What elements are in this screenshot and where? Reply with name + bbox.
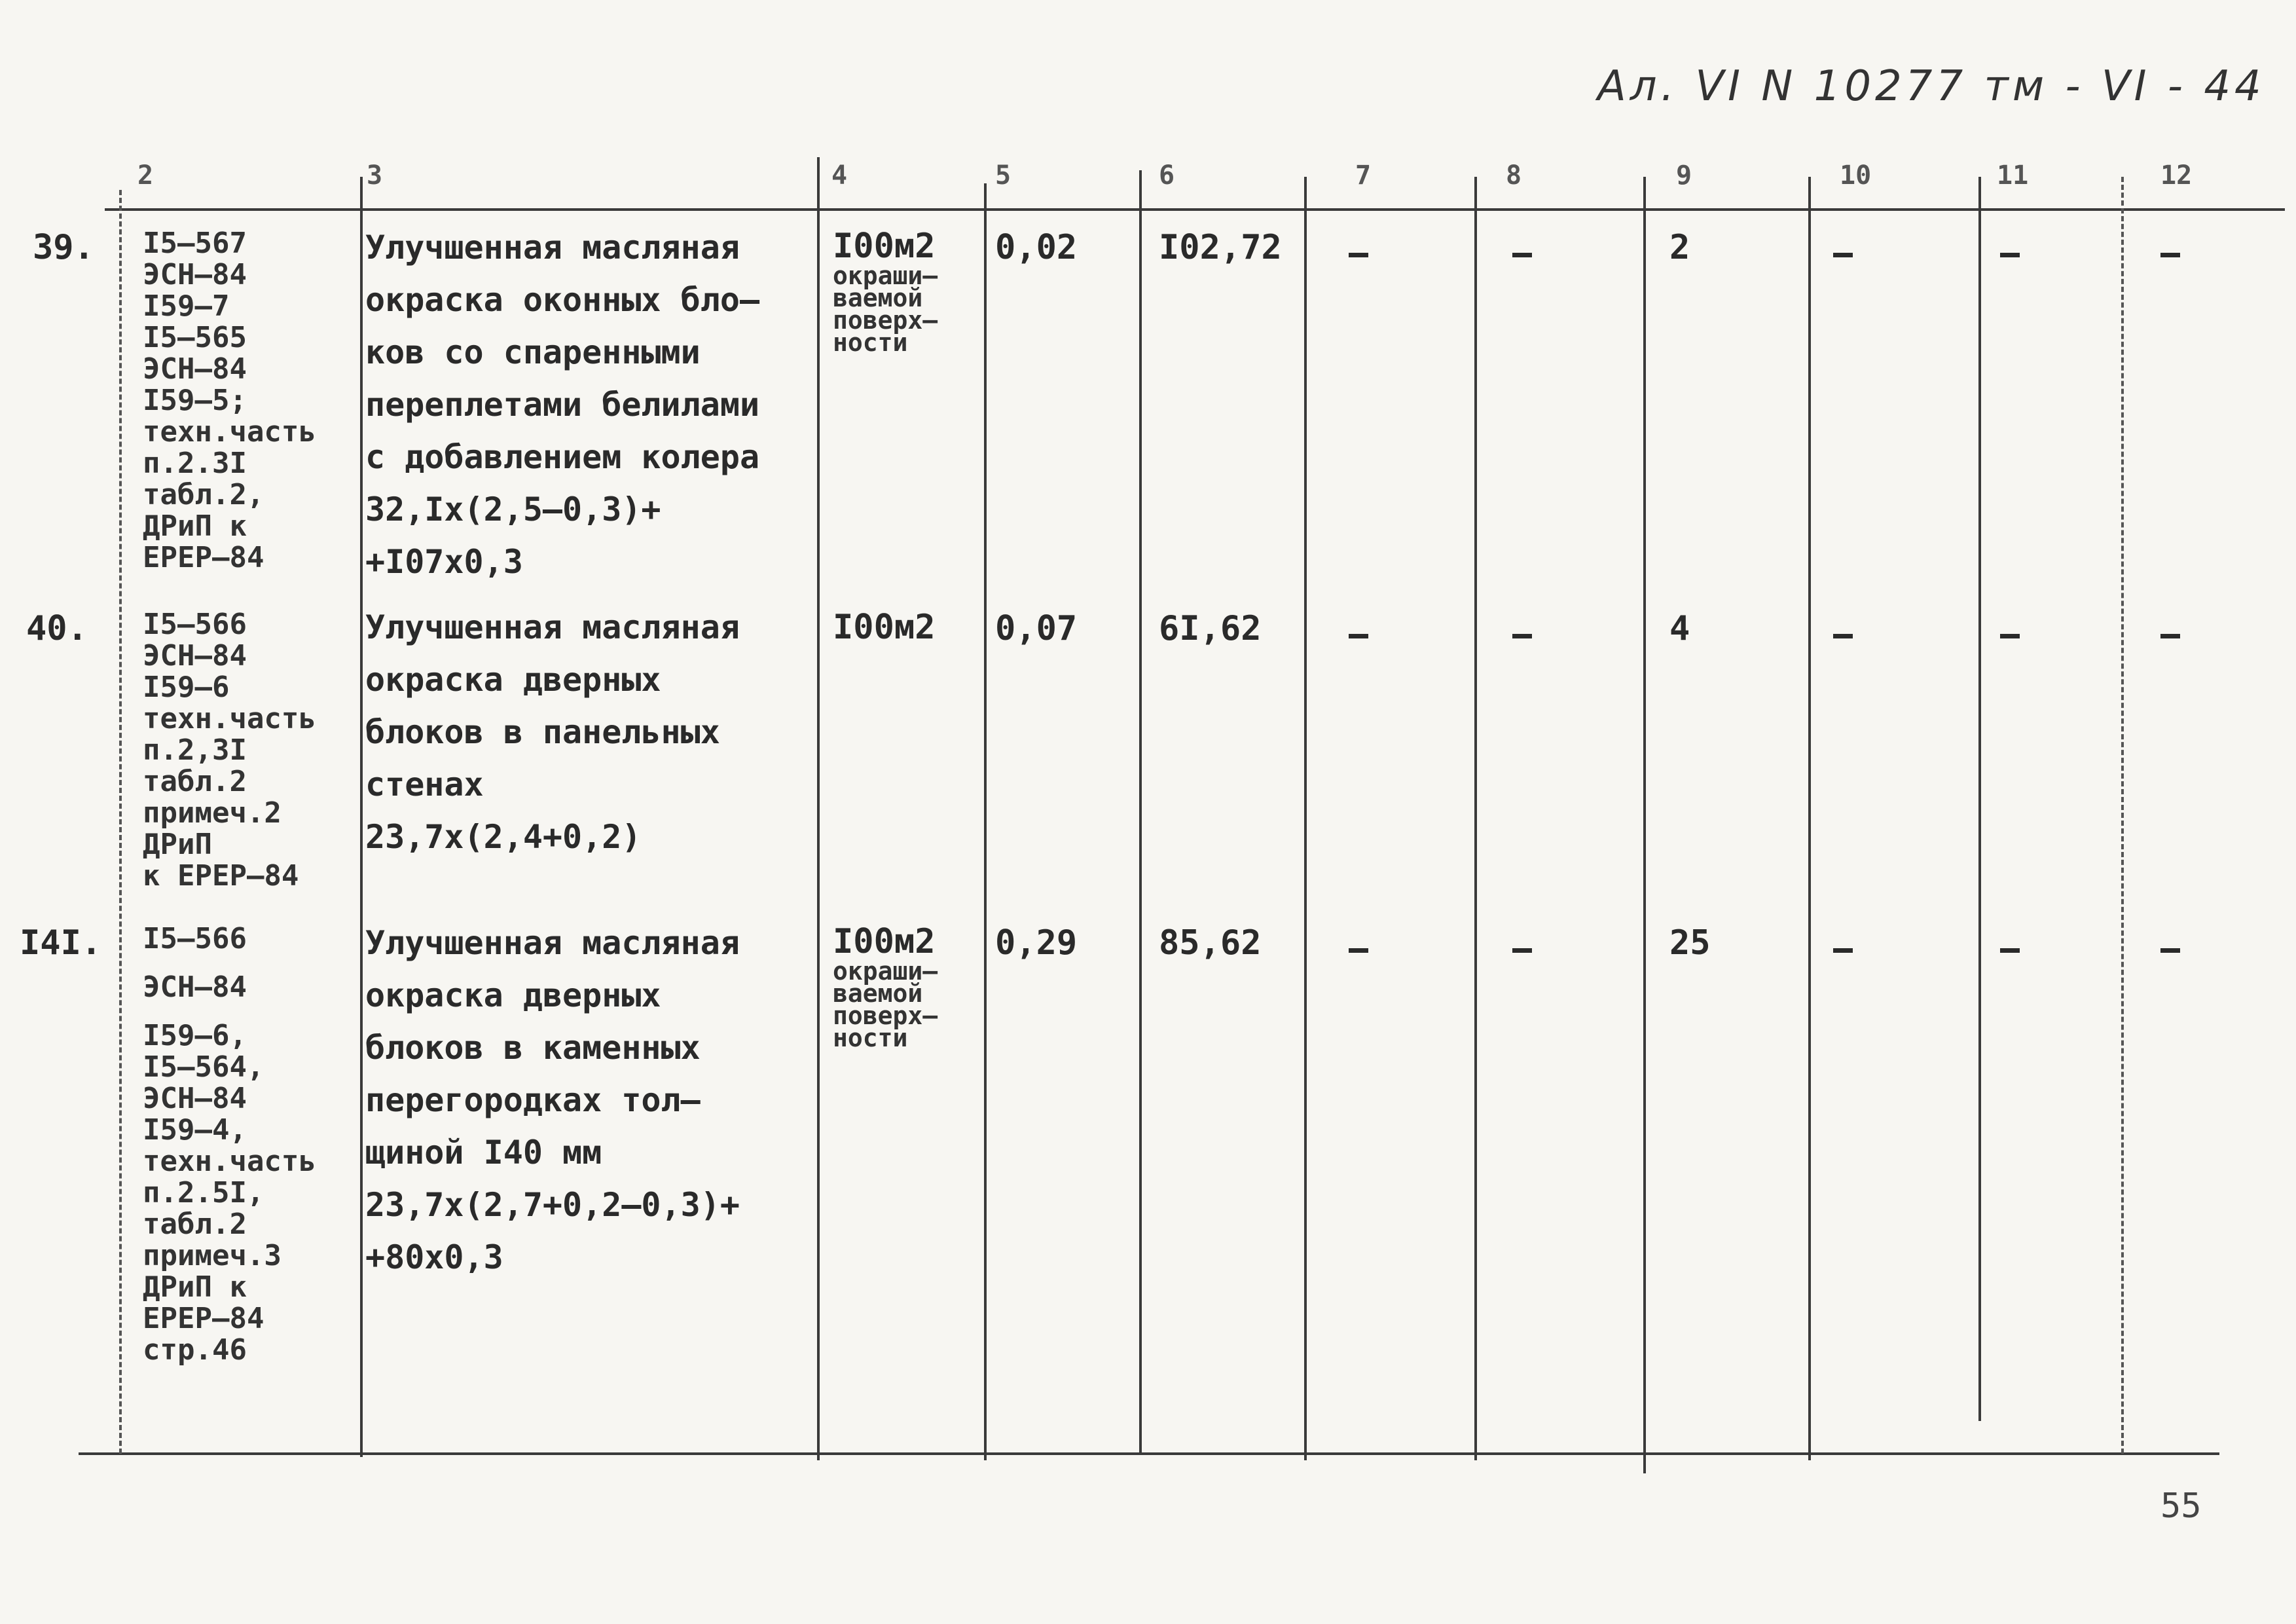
unit-cell <box>833 227 938 357</box>
dash-mark <box>2000 248 2020 260</box>
dash-mark <box>1512 248 1532 260</box>
code-line: к ЕРЕР–84 <box>143 859 299 893</box>
column-number: 5 <box>995 160 1011 191</box>
dash-mark <box>2000 943 2020 955</box>
norm-codes <box>143 923 316 1366</box>
quantity-value: 0,07 <box>995 609 1078 648</box>
column-divider <box>1978 177 1981 1421</box>
column-divider <box>1304 177 1307 1460</box>
column-number: 4 <box>831 160 848 191</box>
desc-line: 32,Iх(2,5–0,3)+ <box>365 490 661 528</box>
quantity-value: 0,02 <box>995 228 1078 267</box>
price-value: 85,62 <box>1159 923 1262 963</box>
column-divider <box>817 157 820 1460</box>
norm-codes <box>143 228 316 574</box>
code-line: ЭСН–84 <box>143 258 247 291</box>
col9-value: 25 <box>1669 923 1711 963</box>
dash-mark <box>1349 943 1368 955</box>
price-value: I02,72 <box>1159 228 1282 267</box>
column-divider <box>1474 177 1477 1460</box>
column-divider <box>360 177 363 1457</box>
code-line: I59–6, <box>143 1019 247 1052</box>
code-line: п.2,3I <box>143 733 247 767</box>
desc-line: окраска дверных <box>365 661 661 699</box>
code-line: стр.46 <box>143 1333 247 1367</box>
column-number: 9 <box>1676 160 1692 191</box>
dash-mark <box>1512 629 1532 641</box>
dash-mark <box>1349 248 1368 260</box>
desc-line: с добавлением колера <box>365 438 760 476</box>
document-reference: Ал. VI N 10277 тм - VI - 44 <box>1597 62 2265 111</box>
code-line: техн.часть <box>143 415 316 449</box>
dash-mark <box>2160 943 2180 955</box>
row-number: I4I. <box>20 923 102 963</box>
code-line: п.2.3I <box>143 447 247 480</box>
code-line: I5–566 <box>143 608 247 641</box>
desc-line: Улучшенная масляная <box>365 924 740 962</box>
header-rule <box>105 208 2285 211</box>
column-divider <box>119 190 122 1454</box>
unit-note: ности <box>833 328 908 357</box>
work-description <box>365 221 759 588</box>
unit-cell <box>833 922 938 1052</box>
code-line: ДРиП к <box>143 1270 247 1304</box>
dash-mark <box>2160 248 2180 260</box>
unit-note: ваемой <box>833 284 923 312</box>
unit-note: окраши– <box>833 261 938 290</box>
unit-value: I00м2 <box>833 922 936 961</box>
column-divider <box>1643 177 1646 1473</box>
dash-mark <box>1833 629 1853 641</box>
desc-line: окраска оконных бло– <box>365 281 760 319</box>
unit-note: ваемой <box>833 979 923 1008</box>
row-number: 39. <box>33 228 94 267</box>
code-line: ЭСН–84 <box>143 639 247 673</box>
code-line: I5–565 <box>143 321 247 354</box>
column-number: 2 <box>137 160 154 191</box>
col9-value: 4 <box>1669 609 1690 648</box>
desc-line: щиной I40 мм <box>365 1134 602 1172</box>
dash-mark <box>1833 248 1853 260</box>
code-line: ЭСН–84 <box>143 1082 247 1115</box>
code-line: I5–566 <box>143 922 247 955</box>
dash-mark <box>1833 943 1853 955</box>
norm-codes <box>143 609 316 892</box>
bottom-rule <box>79 1452 2219 1455</box>
column-number: 10 <box>1840 160 1872 191</box>
column-number: 7 <box>1355 160 1372 191</box>
desc-line: перегородках тол– <box>365 1081 701 1119</box>
column-number: 6 <box>1159 160 1175 191</box>
code-line: I59–6 <box>143 671 230 704</box>
work-description <box>365 917 740 1283</box>
desc-line: блоков в панельных <box>365 713 720 751</box>
column-number: 12 <box>2160 160 2193 191</box>
desc-line: Улучшенная масляная <box>365 608 740 646</box>
desc-line: стенах <box>365 766 484 803</box>
column-divider <box>984 183 987 1460</box>
code-line: I59–4, <box>143 1113 247 1147</box>
column-number: 3 <box>367 160 383 191</box>
column-divider <box>1808 177 1811 1460</box>
desc-line: блоков в каменных <box>365 1029 701 1067</box>
corner-mark: 55 <box>2160 1486 2202 1526</box>
desc-line: Улучшенная масляная <box>365 229 740 267</box>
code-line: примеч.2 <box>143 796 282 830</box>
work-description <box>365 601 740 863</box>
unit-note: поверх– <box>833 1001 938 1030</box>
code-line: табл.2, <box>143 478 264 511</box>
code-line: п.2.5I, <box>143 1176 264 1209</box>
price-value: 6I,62 <box>1159 609 1262 648</box>
desc-line: +80х0,3 <box>365 1238 503 1276</box>
dash-mark <box>2160 629 2180 641</box>
code-line: техн.часть <box>143 1145 316 1178</box>
code-line: ЭСН–84 <box>143 352 247 386</box>
quantity-value: 0,29 <box>995 923 1078 963</box>
unit-cell <box>833 609 936 646</box>
row-number: 40. <box>26 609 88 648</box>
col9-value: 2 <box>1669 228 1690 267</box>
code-line: ЕРЕР–84 <box>143 1302 264 1335</box>
code-line: примеч.3 <box>143 1239 282 1272</box>
code-line: I59–7 <box>143 289 230 323</box>
code-line: табл.2 <box>143 1208 247 1241</box>
desc-line: окраска дверных <box>365 976 661 1014</box>
desc-line: переплетами белилами <box>365 386 760 424</box>
dash-mark <box>2000 629 2020 641</box>
code-line: ЭСН–84 <box>143 970 247 1004</box>
column-number: 11 <box>1997 160 2029 191</box>
unit-note: ности <box>833 1024 908 1052</box>
code-line: ДРиП <box>143 828 212 861</box>
desc-line: 23,7х(2,4+0,2) <box>365 818 642 856</box>
desc-line: ков со спаренными <box>365 333 701 371</box>
column-divider <box>2121 177 2124 1454</box>
unit-value: I00м2 <box>833 227 936 266</box>
desc-line: 23,7х(2,7+0,2–0,3)+ <box>365 1186 740 1224</box>
code-line: I59–5; <box>143 384 247 417</box>
code-line: I5–564, <box>143 1050 264 1084</box>
column-number: 8 <box>1506 160 1522 191</box>
unit-value: I00м2 <box>833 608 936 647</box>
dash-mark <box>1349 629 1368 641</box>
desc-line: +I07х0,3 <box>365 543 523 581</box>
code-line: табл.2 <box>143 765 247 798</box>
code-line: ДРиП к <box>143 509 247 543</box>
unit-note: поверх– <box>833 306 938 335</box>
code-line: техн.часть <box>143 702 316 735</box>
dash-mark <box>1512 943 1532 955</box>
code-line: I5–567 <box>143 227 247 260</box>
unit-note: окраши– <box>833 957 938 986</box>
code-line: ЕРЕР–84 <box>143 541 264 574</box>
column-divider <box>1139 170 1142 1454</box>
